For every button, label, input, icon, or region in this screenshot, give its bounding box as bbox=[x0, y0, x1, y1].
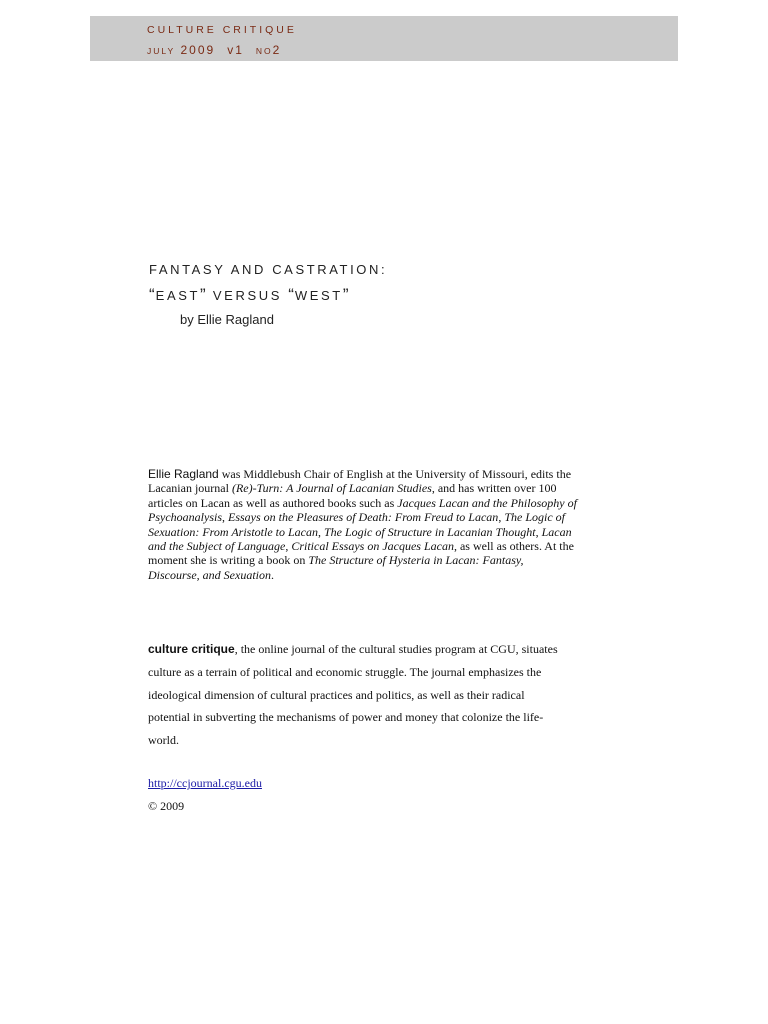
book-title: Jacques Lacan and the Philosophy of Psychoanalysis bbox=[148, 495, 577, 525]
author-bio: Ellie Ragland was Middlebush Chair of English at the University of Missouri, edits the Lacanian journal (Re)-Turn: A Journal of Lacanian Studies, and has written over 100 articles on Lacan as well as authored books such as Jacques Lacan and the Philosophy of Psychoanalysis, Essays on the Pleasures of Death: From Freud to Lacan, The Logic of Sexuation: From Aristotle to Lacan, The Logic of Structure in Lacanian Thought, Lacan and the Subject of Language, Critical Essays on Jacques Lacan, as well as others. At the moment she is writing a book on The Structure of Hysteria in Lacan: Fantasy, Discourse, and Sexuation. bbox=[148, 467, 577, 582]
book-title: Critical Essays on Jacques Lacan bbox=[291, 539, 454, 554]
author-byline: by Ellie Ragland bbox=[180, 312, 274, 327]
bio-author-name: Ellie Ragland bbox=[148, 467, 219, 481]
journal-url-link[interactable]: http://ccjournal.cgu.edu bbox=[148, 776, 262, 790]
issue-volume: v1 bbox=[227, 43, 244, 57]
journal-brand-name: culture critique bbox=[148, 642, 235, 656]
book-title: (Re)-Turn: A Journal of Lacanian Studies bbox=[231, 481, 432, 496]
article-title bbox=[149, 257, 387, 308]
issue-line bbox=[147, 43, 281, 57]
issue-number: 2 bbox=[272, 43, 282, 57]
copyright-notice: © 2009 bbox=[148, 799, 185, 813]
book-title: Essays on the Pleasures of Death: From Freud to Lacan bbox=[228, 510, 499, 525]
issue-year: 2009 bbox=[180, 43, 216, 57]
journal-header-band bbox=[90, 16, 678, 61]
book-title: The Logic of Structure in Lacanian Thought bbox=[324, 524, 536, 539]
journal-description: culture critique, the online journal of the cultural studies program at CGU, situates culture as a terrain of political and economic struggle. The journal emphasizes the ideological dimension of cultural practices and politics, as well as their radical potential in subverting the mechanisms of power and money that colonize the life-world. bbox=[148, 642, 558, 748]
book-title: The Structure of Hysteria in Lacan: Fantasy, Discourse, and Sexuation bbox=[148, 553, 524, 582]
journal-name: CULTURE CRITIQUE bbox=[147, 24, 297, 36]
issue-month: JULY bbox=[147, 46, 176, 56]
book-title: Lacan and the Subject of Language bbox=[148, 524, 572, 554]
title-line-1: FANTASY AND CASTRATION: bbox=[149, 262, 388, 277]
book-title: The Logic of Sexuation: From Aristotle to Lacan bbox=[148, 510, 565, 539]
title-line-2: “EAST” VERSUS “WEST” bbox=[149, 285, 350, 304]
issue-number-prefix: NO bbox=[255, 46, 273, 56]
